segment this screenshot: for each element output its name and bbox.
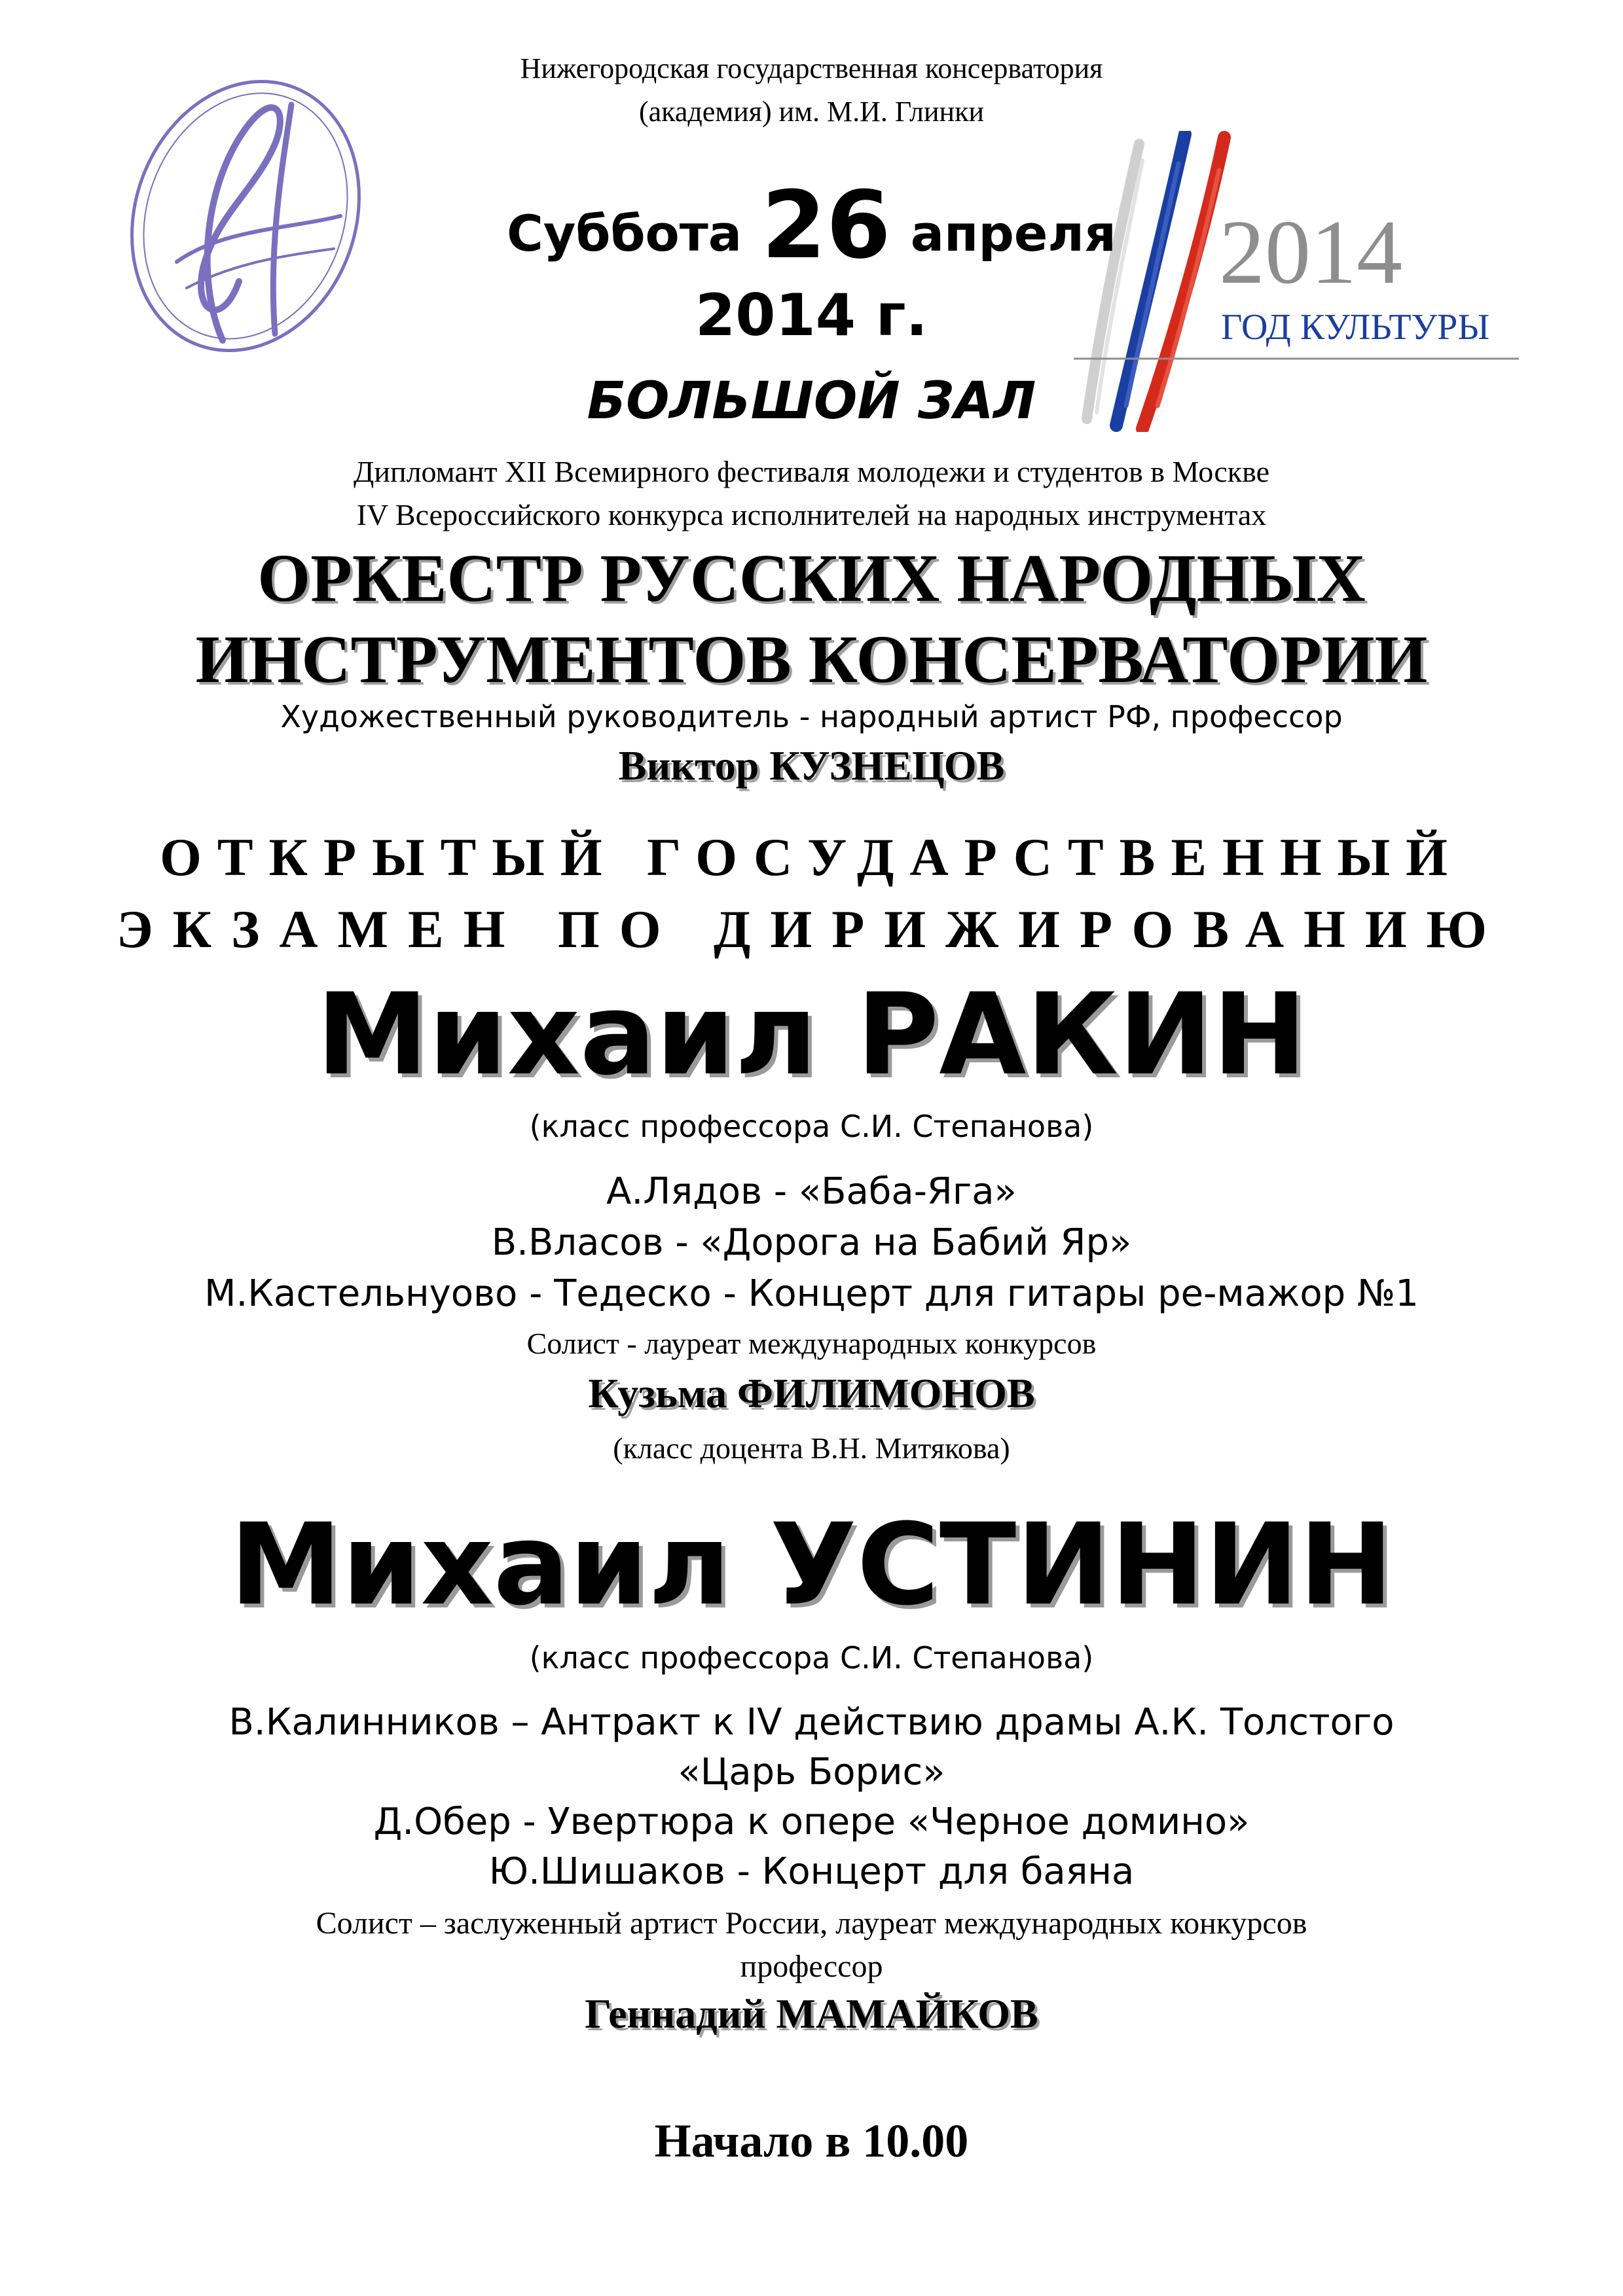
orchestra-title	[0, 538, 1623, 700]
exam-title	[0, 821, 1623, 965]
orchestra-diploma	[0, 450, 1623, 537]
conductor-2-program	[0, 1698, 1623, 1897]
program-item: В.Власов - «Дорога на Бабий Яр»	[491, 1221, 1132, 1264]
program-item: М.Кастельнуово - Тедеско - Концерт для гитары ре-мажор №1	[204, 1272, 1419, 1315]
diploma-line: Дипломант XII Всемирного фестиваля молодежи и студентов в Москве	[353, 455, 1270, 488]
event-date	[0, 171, 1623, 279]
program-item: А.Лядов - «Баба-Яга»	[606, 1170, 1017, 1213]
soloist-2-role	[0, 1902, 1623, 1988]
soloist-2-name: Геннадий МАМАЙКОВ	[585, 1990, 1038, 2037]
conductor-1-class: (класс профессора С.И. Степанова)	[529, 1109, 1094, 1144]
orchestra-title-line: ОРКЕСТР РУССКИХ НАРОДНЫХ	[257, 541, 1366, 616]
soloist-2-role-line: Солист – заслуженный артист России, лауреат международных конкурсов	[316, 1906, 1307, 1941]
soloist-2-role-line: профессор	[740, 1949, 883, 1984]
conductor-1-program	[0, 1166, 1623, 1319]
program-item: Д.Обер - Увертюра к опере «Черное домино»	[373, 1801, 1250, 1843]
conductor-2-class: (класс профессора С.И. Степанова)	[529, 1640, 1094, 1676]
weekday: Суббота	[507, 204, 742, 262]
director-name: Виктор КУЗНЕЦОВ	[618, 742, 1005, 789]
month: апреля	[910, 204, 1116, 262]
culture-logo-year: 2014	[1219, 202, 1402, 303]
soloist-1-role: Солист - лауреат международных конкурсов	[526, 1327, 1097, 1360]
program-item: Ю.Шишаков - Концерт для баяна	[488, 1850, 1135, 1893]
soloist-1-name: Кузьма ФИЛИМОНОВ	[588, 1370, 1035, 1416]
start-time: Начало в 10.00	[654, 2115, 969, 2167]
day-number: 26	[761, 171, 891, 279]
exam-title-line: ЭКЗАМЕН ПО ДИРИЖИРОВАНИЮ	[117, 899, 1506, 959]
exam-title-line: ОТКРЫТЫЙ ГОСУДАРСТВЕННЫЙ	[160, 827, 1463, 887]
institution-name	[0, 47, 1623, 134]
program-item: «Царь Борис»	[678, 1751, 945, 1793]
institution-line: (академия) им. М.И. Глинки	[638, 96, 984, 128]
soloist-1-class: (класс доцента В.Н. Митякова)	[613, 1431, 1010, 1465]
culture-logo-caption: ГОД КУЛЬТУРЫ	[1221, 307, 1490, 348]
conductor-2-name: Михаил УСТИНИН	[229, 1499, 1394, 1630]
diploma-line: IV Всероссийского конкурса исполнителей на народных инструментах	[356, 498, 1267, 531]
hall-name: БОЛЬШОЙ ЗАЛ	[587, 372, 1036, 431]
conductor-1-name: Михаил РАКИН	[316, 969, 1307, 1100]
orchestra-title-line: ИНСТРУМЕНТОВ КОНСЕРВАТОРИИ	[195, 622, 1428, 697]
program-item: В.Калинников – Антракт к IV действию драмы А.К. Толстого	[228, 1701, 1395, 1744]
director-role: Художественный руководитель - народный артист РФ, профессор	[280, 699, 1343, 734]
institution-line: Нижегородская государственная консерватория	[520, 52, 1103, 84]
event-year: 2014 г.	[695, 281, 928, 349]
